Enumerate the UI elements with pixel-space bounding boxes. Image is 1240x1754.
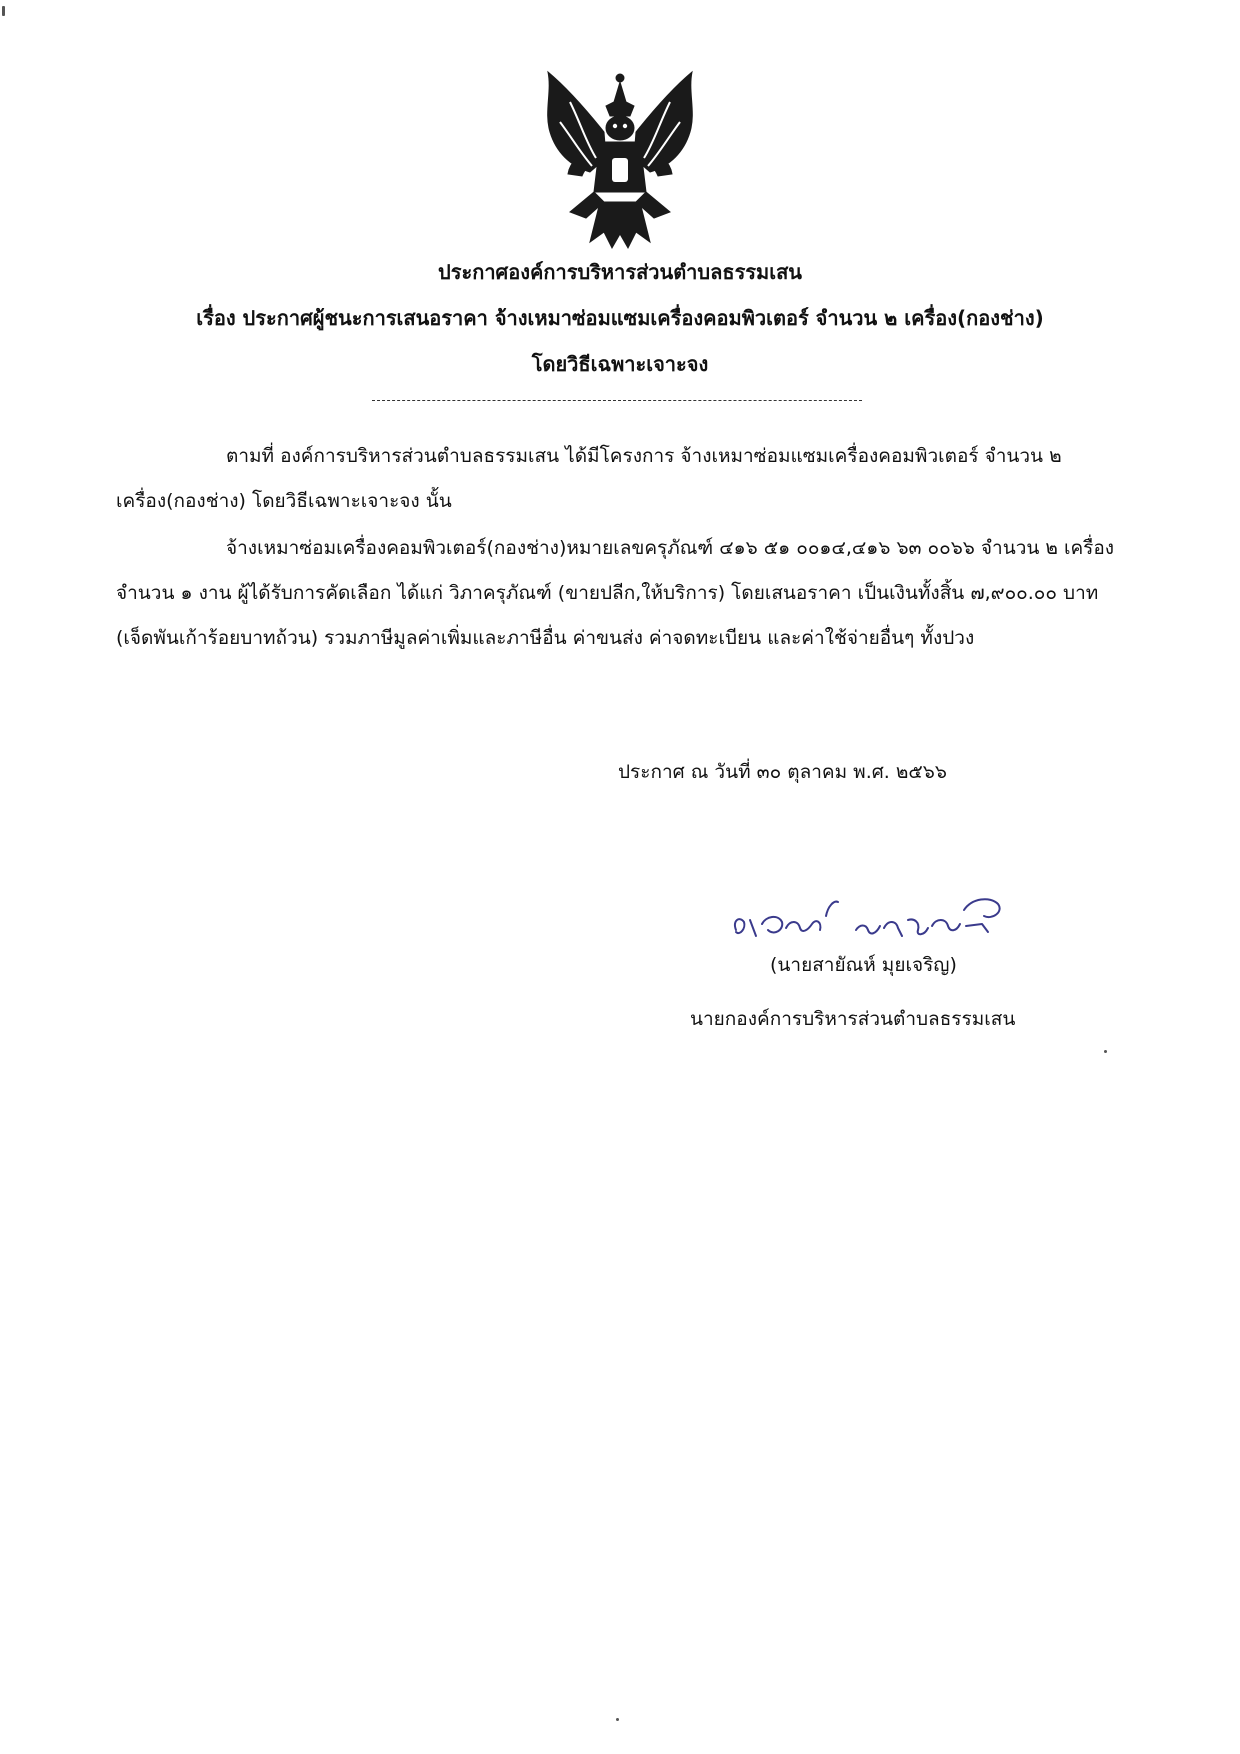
- signatory-title: นายกองค์การบริหารส่วนตำบลธรรมเสน: [690, 1008, 1016, 1030]
- scan-speck: [1104, 1050, 1107, 1053]
- signatory-name: (นายสายัณห์ มุยเจริญ): [770, 954, 957, 976]
- announcement-subject: เรื่อง ประกาศผู้ชนะการเสนอราคา จ้างเหมาซ่อมแซมเครื่องคอมพิวเตอร์ จำนวน ๒ เครื่อง(กองช่าง): [196, 306, 1044, 330]
- announcement-date: ประกาศ ณ วันที่ ๓๐ ตุลาคม พ.ศ. ๒๕๖๖: [618, 761, 947, 783]
- announcement-title: ประกาศองค์การบริหารส่วนตำบลธรรมเสน: [438, 260, 802, 284]
- body-paragraph-2: [116, 526, 1126, 661]
- paragraph-1-text: ตามที่ องค์การบริหารส่วนตำบลธรรมเสน ได้มีโครงการ จ้างเหมาซ่อมแซมเครื่องคอมพิวเตอร์ จำนวน ๒ เครื่อง(กองช่าง) โดยวิธีเฉพาะเจาะจง นั้น: [116, 445, 1062, 512]
- header-divider: [372, 400, 862, 401]
- scan-speck: [616, 1718, 619, 1721]
- signature-icon: [726, 880, 1016, 950]
- announcement-method: โดยวิธีเฉพาะเจาะจง: [531, 352, 709, 376]
- garuda-emblem-icon: [530, 62, 710, 252]
- paragraph-2-text: จ้างเหมาซ่อมเครื่องคอมพิวเตอร์(กองช่าง)หมายเลขครุภัณฑ์ ๔๑๖ ๕๑ ๐๐๑๔,๔๑๖ ๖๓ ๐๐๖๖ จำนวน ๒ เครื่อง จำนวน ๑ งาน ผู้ได้รับการคัดเลือก ได้แก่ วิภาครุภัณฑ์ (ขายปลีก,ให้บริการ) โดยเสนอราคา เป็นเงินทั้งสิ้น ๗,๙๐๐.๐๐ บาท (เจ็ดพันเก้าร้อยบาทถ้วน) รวมภาษีมูลค่าเพิ่มและภาษีอื่น ค่าขนส่ง ค่าจดทะเบียน และค่าใช้จ่ายอื่นๆ ทั้งปวง: [116, 537, 1115, 649]
- body-paragraph-1: [116, 434, 1126, 524]
- scan-speck: [2, 6, 5, 16]
